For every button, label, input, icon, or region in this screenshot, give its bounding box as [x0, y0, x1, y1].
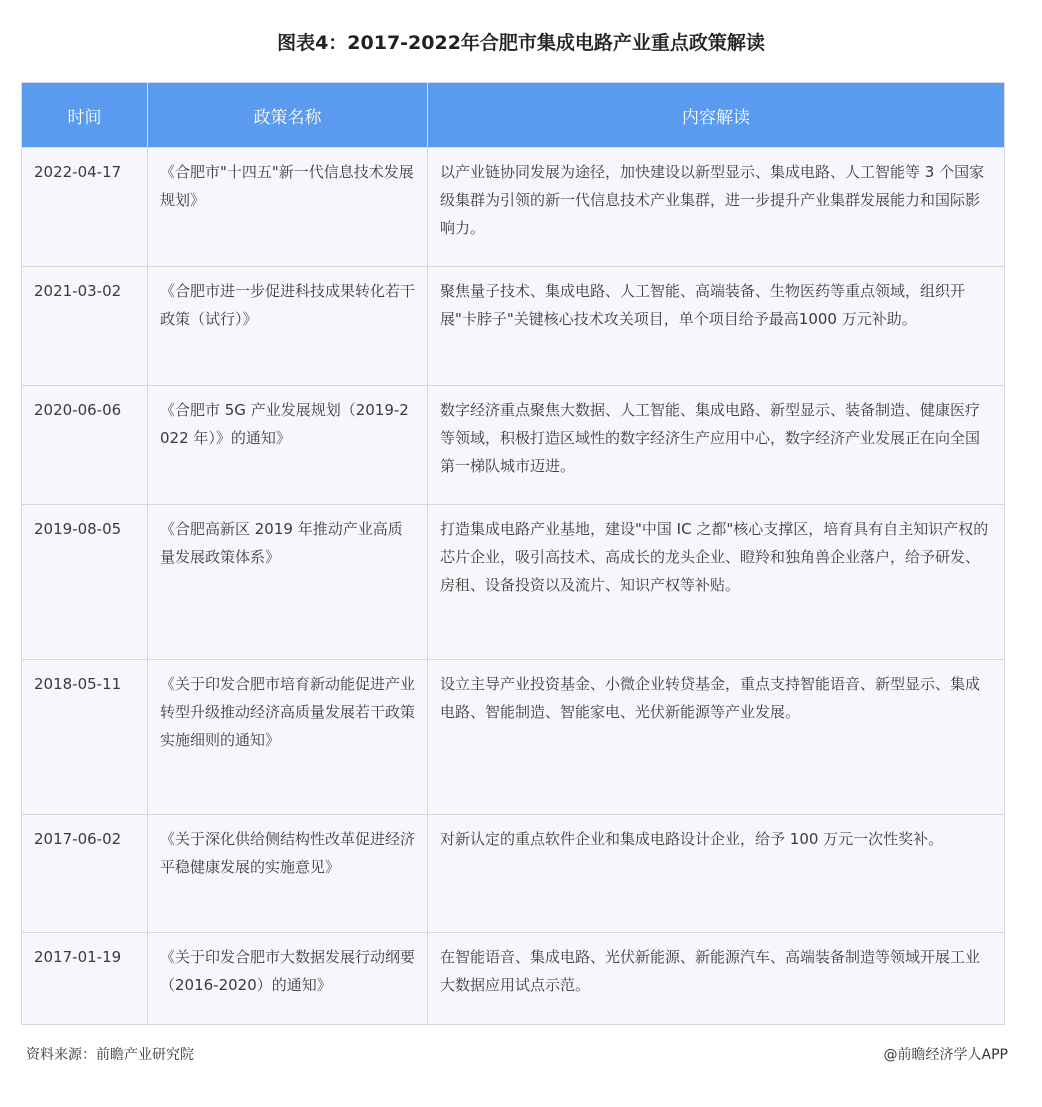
row-date: 2022-04-17 [22, 148, 148, 267]
row-content: 以产业链协同发展为途径，加快建设以新型显示、集成电路、人工智能等 3 个国家级集群为引领的新一代信息技术产业集群，进一步提升产业集群发展能力和国际影响力。 [428, 148, 1005, 267]
row-content: 数字经济重点聚焦大数据、人工智能、集成电路、新型显示、装备制造、健康医疗等领域，积极打造区域性的数字经济生产应用中心，数字经济产业发展正在向全国第一梯队城市迈进。 [428, 386, 1005, 505]
table-row [22, 267, 1005, 386]
policy-table [21, 82, 1005, 1025]
row-date: 2017-01-19 [22, 933, 148, 1025]
page-title: 图表4：2017-2022年合肥市集成电路产业重点政策解读 [277, 32, 765, 54]
row-content: 设立主导产业投资基金、小微企业转贷基金，重点支持智能语音、新型显示、集成电路、智能制造、智能家电、光伏新能源等产业发展。 [428, 660, 1005, 815]
row-policy: 《关于深化供给侧结构性改革促进经济平稳健康发展的实施意见》 [148, 815, 428, 933]
row-content: 打造集成电路产业基地，建设"中国 IC 之都"核心支撑区，培育具有自主知识产权的芯片企业，吸引高技术、高成长的龙头企业、瞪羚和独角兽企业落户，给予研发、房租、设备投资以及流片、知识产权等补贴。 [428, 505, 1005, 660]
source-note: 资料来源：前瞻产业研究院 [26, 1047, 194, 1063]
row-content: 在智能语音、集成电路、光伏新能源、新能源汽车、高端装备制造等领域开展工业大数据应用试点示范。 [428, 933, 1005, 1025]
header-content: 内容解读 [428, 83, 1005, 148]
row-date: 2021-03-02 [22, 267, 148, 386]
row-date: 2019-08-05 [22, 505, 148, 660]
header-time: 时间 [22, 83, 148, 148]
table-row [22, 933, 1005, 1025]
row-policy: 《合肥市进一步促进科技成果转化若干政策（试行）》 [148, 267, 428, 386]
table-row [22, 386, 1005, 505]
table-row [22, 815, 1005, 933]
row-policy: 《合肥市 5G 产业发展规划（2019-2022 年）》的通知》 [148, 386, 428, 505]
row-content: 聚焦量子技术、集成电路、人工智能、高端装备、生物医药等重点领域，组织开展"卡脖子"关键核心技术攻关项目，单个项目给予最高1000 万元补助。 [428, 267, 1005, 386]
row-policy: 《合肥高新区 2019 年推动产业高质量发展政策体系》 [148, 505, 428, 660]
row-policy: 《合肥市"十四五"新一代信息技术发展规划》 [148, 148, 428, 267]
table-row [22, 660, 1005, 815]
row-content: 对新认定的重点软件企业和集成电路设计企业，给予 100 万元一次性奖补。 [428, 815, 1005, 933]
row-policy: 《关于印发合肥市培育新动能促进产业转型升级推动经济高质量发展若干政策实施细则的通知》 [148, 660, 428, 815]
row-date: 2017-06-02 [22, 815, 148, 933]
table-header-row [22, 83, 1005, 148]
row-policy: 《关于印发合肥市大数据发展行动纲要（2016-2020）的通知》 [148, 933, 428, 1025]
header-policy-name: 政策名称 [148, 83, 428, 148]
table-row [22, 505, 1005, 660]
credit-note: @前瞻经济学人APP [883, 1047, 1008, 1063]
table-row [22, 148, 1005, 267]
row-date: 2018-05-11 [22, 660, 148, 815]
row-date: 2020-06-06 [22, 386, 148, 505]
